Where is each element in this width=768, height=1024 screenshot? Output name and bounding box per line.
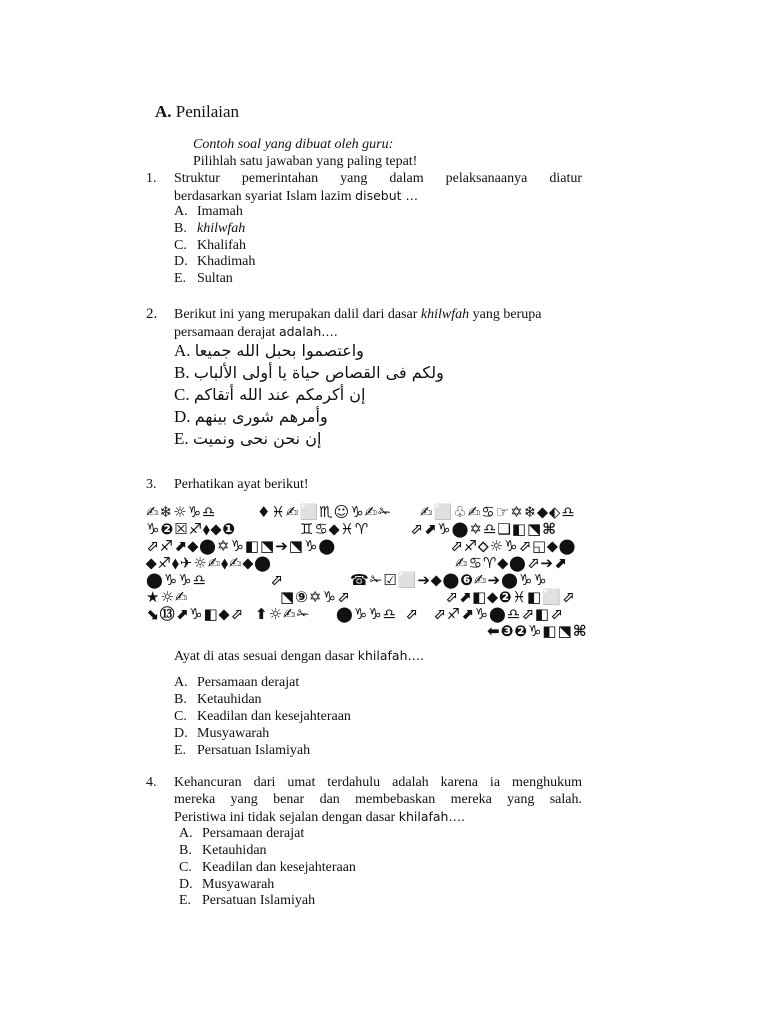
verse-line-3-a: ⬀♐⬈⬥⬤✡♑◧⬔➔⬔♑⬤ [146,537,337,555]
verse-line-2-a: ♑❷☒♐⬧⬥❶ [146,520,236,538]
verse-line-5-a: ⬤♑♑♎ [146,571,208,589]
verse-line-5-b: ⬀ [270,571,284,589]
q1-option-e[interactable]: E. Sultan [174,271,233,286]
verse-line-7-e: ⬀♐⬈♑⬤♎⬀◧⬀ [433,605,564,623]
q1-option-c[interactable]: C. Khalifah [174,238,246,253]
verse-line-2-b: ♊♋⬥♓♈ [300,520,370,538]
verse-line-1-a: ✍❄☼♑♎ [146,503,217,521]
verse-line-7-c: ⬤♑♑♎ [336,605,398,623]
verse-line-3-c: ⬀♐⬦☼♑⬀◱⬥⬤ [450,537,577,555]
q4-text [174,774,582,826]
verse-line-6-c: ⬀⬈◧⬥❷♓◧⬜⬀ [445,588,576,606]
verse-line-4-c: ✍♋♈⬥⬤⬀➔⬈ [455,554,568,572]
q2-option-c[interactable]: C. إن أكرمكم عند الله أتقاكم [174,385,366,404]
q2-option-a[interactable]: A. واعتصموا بحبل الله جميعا [174,341,364,360]
verse-line-4-a: ⬥♐⬧✈☼✍⬧✍⬥⬤ [146,554,272,572]
verse-line-6-a: ★☼✍ [146,588,189,606]
q3-option-e[interactable]: E. Persatuan Islamiyah [174,743,311,758]
intro-instruction: Pilihlah satu jawaban yang paling tepat! [193,154,418,169]
q3-option-c[interactable]: C. Keadilan dan kesejahteraan [174,709,351,724]
q2-text [174,306,582,341]
verse-line-7-a: ⬊⑬⬈♑◧⬥⬀ [146,605,244,623]
intro-note: Contoh soal yang dibuat oleh guru: [193,137,394,152]
q2-option-d[interactable]: D. وأمرهم شورى بينهم [174,407,328,426]
q2-line2: persamaan derajat adalah…. [174,324,338,340]
q1-option-d[interactable]: D. Khadimah [174,254,256,269]
section-heading [155,103,239,120]
q4-line1: Kehancuran dari umat terdahulu adalah karena ia menghukum [174,775,582,790]
section-letter: A. [155,102,172,121]
q3-option-b[interactable]: B. Ketauhidan [174,692,262,707]
verse-line-1-c: ✍⬜♧✍♋☞✡❄⬥⬖♎ [420,503,576,521]
q1-line2: berdasarkan syariat Islam lazim disebut … [174,188,418,204]
verse-line-6-b: ⬔⑨✡♑⬀ [280,588,351,606]
q4-option-a[interactable]: A. Persamaan derajat [179,826,305,841]
q3-question: Ayat di atas sesuai dengan dasar khilafah…. [174,648,424,664]
verse-line-7-b: ⬆☼✍✁ [255,605,311,623]
verse-line-5-c: ☎✁☑⬜➔⬥⬤❻✍➔⬤♑♑ [350,571,548,589]
q4-number: 4. [146,775,157,790]
q1-option-b[interactable]: B. khilwfah [174,221,246,236]
q4-option-e[interactable]: E. Persatuan Islamiyah [179,893,316,908]
q1-option-a[interactable]: A. Imamah [174,204,243,219]
q3-option-a[interactable]: A. Persamaan derajat [174,675,300,690]
q4-option-c[interactable]: C. Keadilan dan kesejahteraan [179,860,356,875]
q3-number: 3. [146,477,157,492]
verse-line-2-c: ⬀⬈♑⬤✡♎❏◧⬔⌘ [410,520,558,538]
q2-number: 2. [146,306,158,322]
q4-option-d[interactable]: D. Musyawarah [179,877,275,892]
q4-option-b[interactable]: B. Ketauhidan [179,843,267,858]
q2-option-e[interactable]: E. إن نحن نحى ونميت [174,429,322,448]
section-title: Penilaian [175,102,240,121]
verse-line-7-d: ⬀ [405,605,419,623]
q1-number: 1. [146,171,157,186]
verse-line-8-c: ⬅❸❷♑◧⬔⌘ [487,622,588,640]
q3-prompt: Perhatikan ayat berikut! [174,477,309,492]
q4-line2: mereka yang benar dan membebaskan mereka yang salah. [174,792,582,807]
q2-line1: Berikut ini yang merupakan dalil dari dasar khilwfah yang berupa [174,307,542,322]
q1-line1: Struktur pemerintahan yang dalam pelaksanaanya diatur [174,171,582,186]
verse-line-1-b: ♦♓✍⬜♏☺♑✍✁ [257,503,392,521]
q3-option-d[interactable]: D. Musyawarah [174,726,270,741]
q1-text [174,170,582,205]
q2-option-b[interactable]: B. ولكم فى القصاص حياة يا أولى الألباب [174,363,444,382]
q4-line3: Peristiwa ini tidak sejalan dengan dasar khilafah…. [174,809,465,825]
